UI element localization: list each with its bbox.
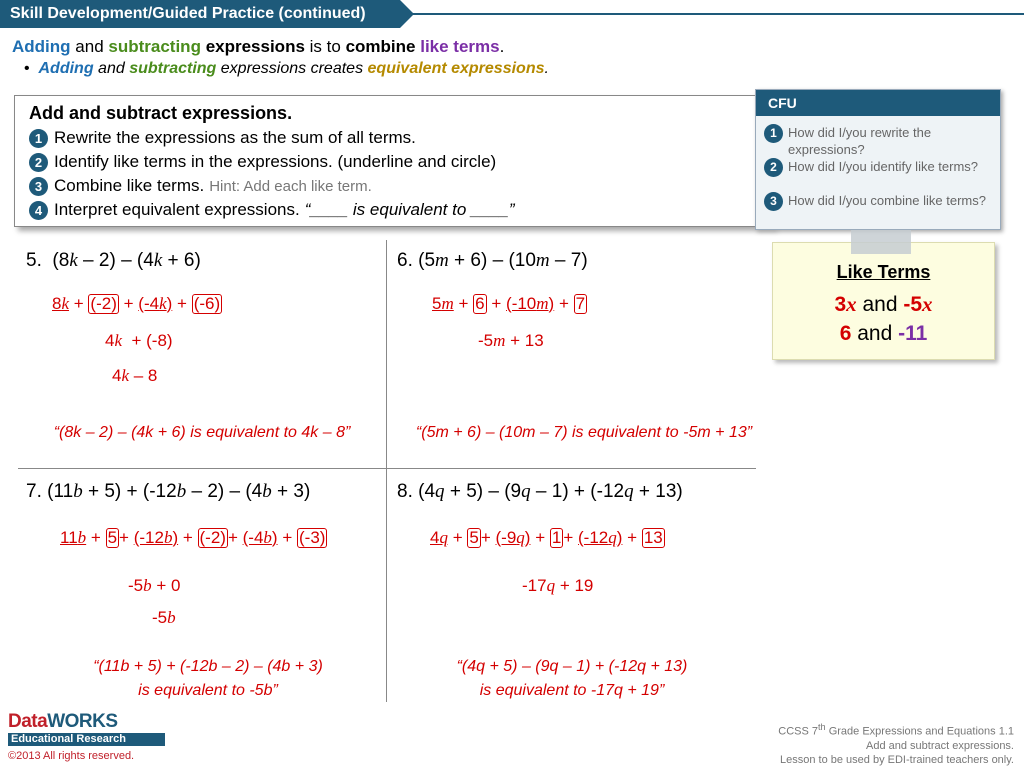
steps-box <box>14 95 774 227</box>
plus: + <box>480 528 491 547</box>
note-and: and <box>862 293 898 316</box>
expr-part: + 5) – (9 <box>444 481 522 502</box>
note-and: and <box>857 322 893 345</box>
term: (-10 <box>506 294 537 313</box>
like-term <box>430 528 448 547</box>
bullet-creates: expressions creates <box>220 60 364 77</box>
like-term <box>496 528 531 547</box>
obj-is-to: is to <box>309 37 341 56</box>
p6-statement: “(5m + 6) – (10m – 7) is equivalent to -5m + 13” <box>415 424 753 441</box>
term: (-4 <box>138 294 160 313</box>
note-coef: -5 <box>903 293 923 316</box>
expr-var: k <box>69 250 78 271</box>
plus: + <box>563 528 574 547</box>
expr-part: (4 <box>418 481 436 502</box>
problem-7 <box>26 481 310 503</box>
term: ) <box>524 528 531 547</box>
expr-part: – 2) – (4 <box>186 481 263 502</box>
note-example-2 <box>773 322 994 346</box>
term-var: k <box>61 294 70 313</box>
term: + 19 <box>559 576 594 595</box>
term-var: b <box>77 528 87 547</box>
expr-part: (8 <box>52 250 70 271</box>
p5-step2 <box>105 331 173 351</box>
p8-statement-line1: “(4q + 5) – (9q – 1) + (-12q + 13) <box>456 658 688 675</box>
term: (-4 <box>242 528 264 547</box>
term: ) <box>616 528 623 547</box>
problem-number: 5. <box>26 250 42 271</box>
constant-term: 5 <box>107 528 118 547</box>
p7-step3 <box>152 608 176 628</box>
term: + 0 <box>156 576 181 595</box>
term: (-12 <box>133 528 164 547</box>
expr-part: (5 <box>418 250 436 271</box>
expr-var: b <box>176 481 187 502</box>
term-var: q <box>516 528 525 547</box>
step-number-icon: 2 <box>29 153 48 172</box>
header-rule <box>400 13 1024 15</box>
problem-number: 7. <box>26 481 42 502</box>
term: -5 <box>478 331 494 350</box>
term-var: q <box>546 576 556 595</box>
obj-expressions: expressions <box>205 37 305 56</box>
footer-line1 <box>694 720 1014 739</box>
term-var: k <box>159 294 167 313</box>
term-var: m <box>493 331 506 350</box>
dataworks-logo <box>8 711 166 745</box>
expr-var: m <box>535 250 550 271</box>
p8-step1 <box>430 528 665 548</box>
p8-step2 <box>522 576 593 596</box>
footer-line2: Add and subtract expressions. <box>866 739 1014 752</box>
term: -5 <box>128 576 144 595</box>
like-term <box>52 294 69 313</box>
p7-statement-line2: is equivalent to -5b” <box>138 682 278 699</box>
plus: + <box>123 294 134 313</box>
expr-var: m <box>435 250 449 271</box>
term: 4 <box>430 528 440 547</box>
bullet-adding: Adding <box>38 60 94 77</box>
note-const: 6 <box>839 322 852 345</box>
term-var: m <box>536 294 549 313</box>
step-1 <box>29 128 416 148</box>
note-var: x <box>846 292 857 316</box>
bullet-period: . <box>544 60 549 77</box>
bullet-and: and <box>98 60 125 77</box>
constant-term: (-2) <box>199 528 226 547</box>
term: (-12 <box>578 528 609 547</box>
obj-and: and <box>75 37 104 56</box>
step-text: Identify like terms in the expressions. (underline and circle) <box>54 152 497 171</box>
grid-vertical-divider <box>386 240 387 702</box>
expr-var: b <box>262 481 272 502</box>
cfu-text: How did I/you rewrite the expressions? <box>788 125 932 157</box>
p7-step1 <box>60 528 327 548</box>
note-var: x <box>922 292 933 316</box>
constant-term: (-2) <box>90 294 117 313</box>
cfu-number-icon: 3 <box>764 192 783 211</box>
bullet-subtracting: subtracting <box>129 60 217 77</box>
expr-var: b <box>73 481 83 502</box>
plus: + <box>227 528 238 547</box>
term: ) <box>271 528 278 547</box>
expr-part: – 1) + (-12 <box>530 481 625 502</box>
plus: + <box>458 294 469 313</box>
like-term <box>138 294 172 313</box>
objective-bullet <box>24 60 549 78</box>
constant-term: 1 <box>551 528 562 547</box>
cfu-title: CFU <box>756 90 1000 116</box>
term-var: q <box>608 528 617 547</box>
bullet-equivalent: equivalent expressions <box>367 60 545 77</box>
note-coef: 3 <box>834 293 847 316</box>
like-term <box>432 294 454 313</box>
plus: + <box>558 294 569 313</box>
term: 11 <box>60 528 78 547</box>
footer-text: CCSS 7 <box>778 725 819 738</box>
expr-var: q <box>624 481 634 502</box>
logo-brand-a: Data <box>8 711 48 732</box>
expr-part: – 2) – (4 <box>77 250 154 271</box>
p5-statement: “(8k – 2) – (4k + 6) is equivalent to 4k – 8” <box>53 424 351 441</box>
cfu-number-icon: 1 <box>764 124 783 143</box>
footer-text: Grade Expressions and Equations 1.1 <box>825 725 1014 738</box>
constant-term: 13 <box>643 528 663 547</box>
like-term <box>578 528 622 547</box>
cfu-question-3 <box>764 192 994 211</box>
expr-var: q <box>521 481 531 502</box>
cfu-number-icon: 2 <box>764 158 783 177</box>
p5-step1 <box>52 294 222 314</box>
logo-brand <box>8 711 118 733</box>
p6-step2 <box>478 331 544 351</box>
copyright: ©2013 All rights reserved. <box>8 750 135 762</box>
constant-term: (-6) <box>193 294 221 313</box>
objective <box>12 37 504 57</box>
step-3 <box>29 176 372 196</box>
problem-6 <box>397 250 588 272</box>
constant-term: (-3) <box>299 528 326 547</box>
plus: + <box>282 528 293 547</box>
footer-standards <box>694 720 1014 767</box>
step-text: Rewrite the expressions as the sum of all terms. <box>54 128 416 147</box>
term-var: b <box>143 576 152 595</box>
term: 5 <box>432 294 442 313</box>
p8-statement-line2: is equivalent to -17q + 19” <box>479 682 665 699</box>
expr-var: q <box>435 481 445 502</box>
p6-step1 <box>432 294 587 314</box>
term: -5 <box>152 608 168 627</box>
like-term <box>134 528 178 547</box>
term-var: m <box>441 294 454 313</box>
obj-like-terms: like terms <box>420 37 500 56</box>
term: 8 <box>52 294 62 313</box>
obj-period: . <box>499 37 505 56</box>
expr-part: + 6) <box>162 250 201 271</box>
term-var: k <box>114 331 123 350</box>
like-term <box>506 294 554 313</box>
header-bar <box>0 0 400 28</box>
term-var: b <box>163 528 173 547</box>
expr-part: + 3) <box>271 481 311 502</box>
cfu-question-2 <box>764 158 994 177</box>
page-title: Skill Development/Guided Practice (continued) <box>10 5 366 22</box>
footer-sup: th <box>818 722 826 732</box>
term: ) <box>172 528 179 547</box>
plus: + <box>491 294 502 313</box>
term: + (-8) <box>131 331 173 350</box>
term: – 8 <box>133 366 158 385</box>
term: -17 <box>522 576 547 595</box>
step-2 <box>29 152 496 172</box>
term: ) <box>548 294 555 313</box>
constant-term: 5 <box>469 528 479 547</box>
expr-part: – 7) <box>549 250 588 271</box>
problem-number: 8. <box>397 481 413 502</box>
term-var: b <box>167 608 176 627</box>
like-term <box>243 528 278 547</box>
tape-tab <box>851 230 911 254</box>
obj-combine: combine <box>345 37 416 56</box>
expr-part: + 13) <box>633 481 683 502</box>
logo-subtitle: Educational Research <box>8 733 165 746</box>
like-term <box>60 528 86 547</box>
p5-step3 <box>112 366 157 386</box>
term: (-9 <box>495 528 517 547</box>
plus: + <box>119 528 129 547</box>
term: 4 <box>112 366 122 385</box>
footer-line3: Lesson to be used by EDI-trained teachers only. <box>780 753 1014 766</box>
term-var: q <box>439 528 448 547</box>
step-interpret-template: “____ is equivalent to ____” <box>304 200 515 219</box>
like-terms-note <box>772 242 995 360</box>
obj-subtracting: subtracting <box>108 37 201 56</box>
step-hint: Hint: Add each like term. <box>209 177 372 195</box>
step-number-icon: 3 <box>29 177 48 196</box>
term-var: b <box>263 528 272 547</box>
step-text: Interpret equivalent expressions. <box>54 200 300 219</box>
step-number-icon: 1 <box>29 129 48 148</box>
steps-title: Add and subtract expressions. <box>29 103 293 123</box>
p7-step2 <box>128 576 180 596</box>
obj-adding: Adding <box>12 37 71 56</box>
term: 4 <box>105 331 115 350</box>
constant-term: 7 <box>575 294 586 313</box>
term: + 13 <box>510 331 544 350</box>
term: ) <box>166 294 173 313</box>
step-number-icon: 4 <box>29 201 48 220</box>
cfu-panel <box>755 89 1001 230</box>
p7-statement-line1: “(11b + 5) + (-12b – 2) – (4b + 3) <box>93 658 323 675</box>
step-text: Combine like terms. <box>54 176 205 195</box>
plus: + <box>627 528 638 547</box>
cfu-text: How did I/you combine like terms? <box>788 193 986 208</box>
grid-horizontal-divider <box>18 468 756 469</box>
plus: + <box>90 528 101 547</box>
plus: + <box>177 294 187 313</box>
problem-5 <box>26 250 201 272</box>
note-const: -11 <box>898 322 928 345</box>
problem-number: 6. <box>397 250 413 271</box>
expr-part: + 5) + (-12 <box>82 481 177 502</box>
bullet-marker: • <box>24 60 30 77</box>
plus: + <box>73 294 84 313</box>
expr-var: k <box>153 250 163 271</box>
constant-term: 6 <box>475 294 485 313</box>
step-4 <box>29 200 515 220</box>
plus: + <box>452 528 463 547</box>
term-var: k <box>121 366 130 385</box>
plus: + <box>182 528 193 547</box>
problem-8 <box>397 481 683 503</box>
plus: + <box>535 528 546 547</box>
cfu-text: How did I/you identify like terms? <box>788 159 979 174</box>
expr-part: + 6) – (10 <box>448 250 536 271</box>
note-example-1 <box>773 292 994 317</box>
expr-part: (11 <box>47 481 74 502</box>
cfu-question-1 <box>764 124 994 158</box>
logo-brand-b: WORKS <box>47 711 118 732</box>
note-title: Like Terms <box>836 262 931 282</box>
